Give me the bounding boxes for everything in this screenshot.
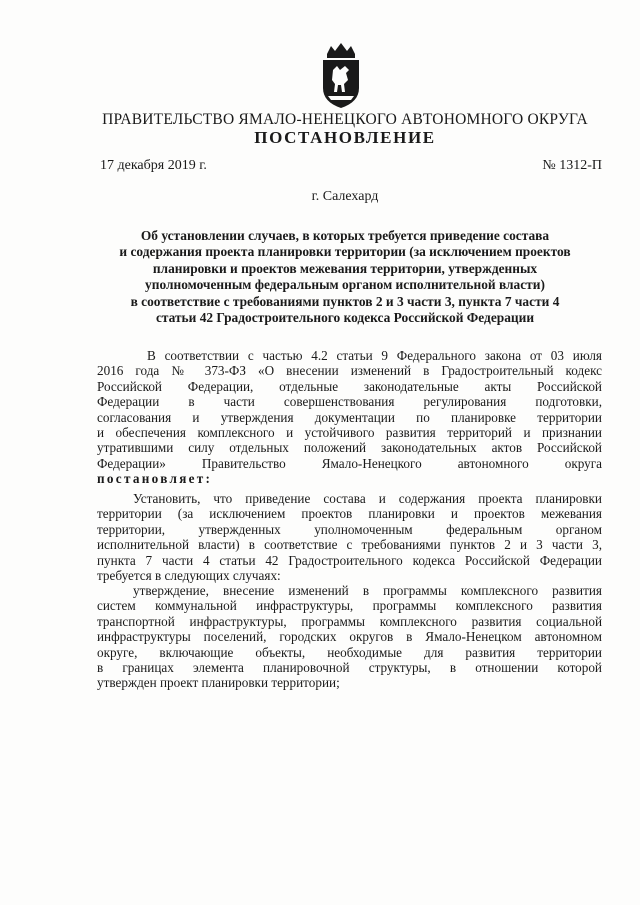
case-paragraph: [97, 583, 602, 691]
text-line: систем коммунальной инфраструктуры, программы комплексного развития: [97, 598, 602, 614]
text-line: округе, включающие объекты, необходимые для развития территории: [97, 644, 602, 660]
text-line: Федерации в части совершенствования регулирования подготовки,: [97, 394, 602, 410]
text-line: утратившими силу отдельных положений законодательных актов Российской: [97, 440, 602, 456]
text-line: утвержден проект планировки территории;: [97, 675, 340, 691]
text-line: пункта 7 части 4 статьи 42 Градостроительного кодекса Российской Федерации: [97, 552, 602, 568]
text-line: исполнительной власти) в соответствие с требованиями пунктов 2 и 3 части 3,: [97, 537, 602, 553]
document-number: № 1312-П: [542, 158, 602, 173]
text-line: Установить, что приведение состава и содержания проекта планировки: [133, 491, 602, 506]
text-line: инфраструктуры поселений, городских округов в Ямало-Ненецком автономном: [97, 629, 602, 645]
heading-line: уполномоченным федеральным органом исполнительной власти): [145, 277, 545, 293]
text-line: утверждение, внесение изменений в программы комплексного развития: [133, 583, 602, 598]
heading-line: и содержания проекта планировки территории (за исключением проектов: [119, 244, 571, 260]
heading-line: Об установлении случаев, в которых требуется приведение состава: [140, 228, 550, 243]
text-line: требуется в следующих случаях:: [97, 568, 281, 584]
heading-line: статьи 42 Градостроительного кодекса Российской Федерации: [155, 310, 535, 326]
text-line: В соответствии с частью 4.2 статьи 9 Федерального закона от 03 июля: [147, 348, 602, 363]
text-line: и обеспечения комплексного и устойчивого развития территорий и признании: [97, 425, 602, 441]
document-type: ПОСТАНОВЛЕНИЕ: [254, 128, 436, 147]
heading-line: в соответствие с требованиями пунктов 2 и 3 части 3, пункта 7 части 4: [130, 293, 560, 309]
text-line: Федерации» Правительство Ямало-Ненецкого автономного округа: [97, 455, 602, 471]
document-city: г. Салехард: [311, 189, 379, 204]
resolves-word: постановляет:: [97, 471, 213, 487]
text-line: Российской Федерации, отдельные законодательные акты Российской: [97, 378, 602, 394]
government-name: ПРАВИТЕЛЬСТВО ЯМАЛО-НЕНЕЦКОГО АВТОНОМНОГО ОКРУГА: [102, 111, 588, 128]
text-line: транспортной инфраструктуры, программы комплексного развития социальной: [97, 613, 602, 629]
text-line: территории, утвержденных уполномоченным федеральным органом: [97, 521, 602, 537]
text-line: согласования и утверждения документации по планировке территории: [97, 409, 602, 425]
preamble-paragraph: [97, 348, 602, 487]
document-heading: [80, 228, 610, 326]
text-line: территории (за исключением проектов планировки и проектов межевания: [97, 506, 602, 522]
coat-of-arms-icon: [318, 40, 364, 110]
document-date: 17 декабря 2019 г.: [100, 158, 207, 173]
text-line: в границах элемента планировочной структуры, в отношении которой: [97, 660, 602, 676]
heading-line: планировки и проектов межевания территории, утвержденных: [152, 260, 538, 276]
text-line: 2016 года № 373-ФЗ «О внесении изменений в Градостроительный кодекс: [97, 363, 602, 379]
main-paragraph: [97, 491, 602, 583]
